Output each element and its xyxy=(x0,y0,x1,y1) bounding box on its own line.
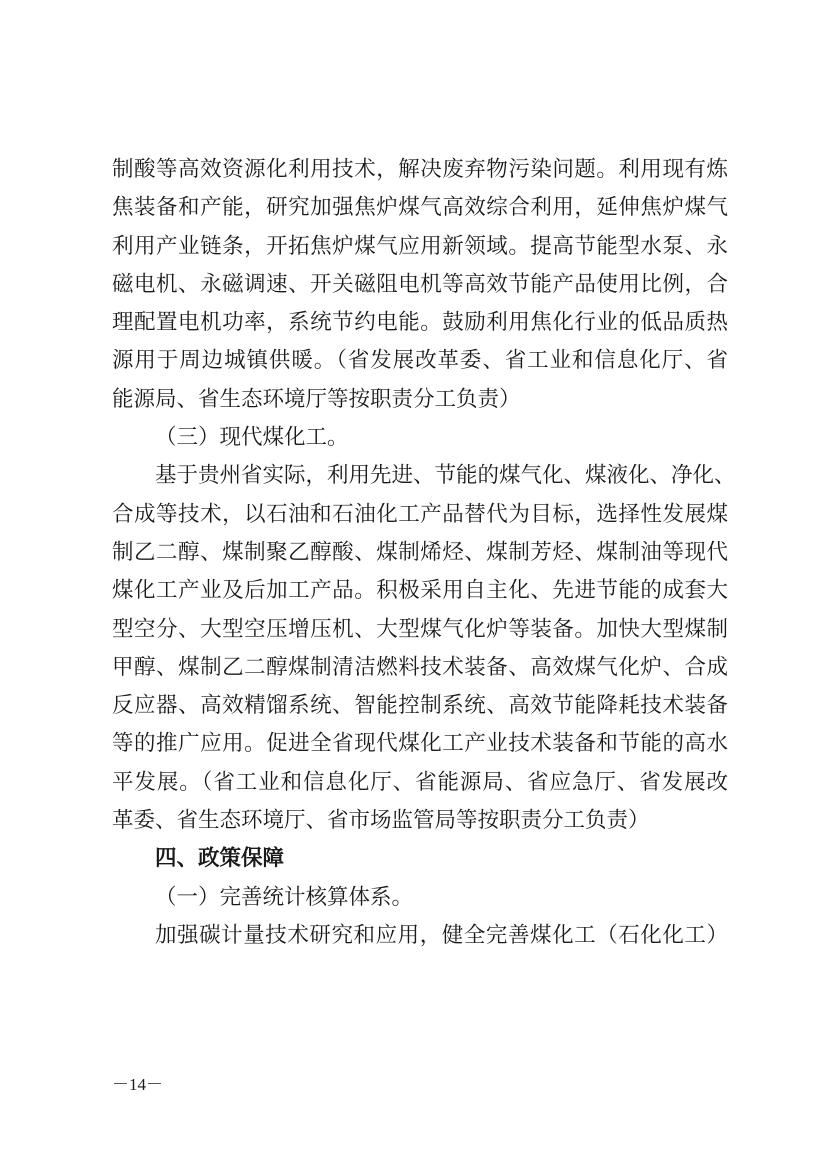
paragraph-line: 理配置电机功率，系统节约电能。鼓励利用焦化行业的低品质热 xyxy=(112,310,728,336)
paragraph-line: 合成等技术，以石油和石油化工产品替代为目标，选择性发展煤 xyxy=(112,501,728,527)
paragraph-line: 甲醇、煤制乙二醇煤制清洁燃料技术装备、高效煤气化炉、合成 xyxy=(112,654,728,680)
paragraph-line: 焦装备和产能，研究加强焦炉煤气高效综合利用，延伸焦炉煤气 xyxy=(112,195,728,221)
body-text xyxy=(112,151,736,955)
subsection-heading: （一）完善统计核算体系。 xyxy=(155,884,414,910)
subsection-heading: （三）现代煤化工。 xyxy=(155,425,349,451)
page-number: －14－ xyxy=(112,1075,163,1094)
paragraph-line: 源用于周边城镇供暖。（省发展改革委、省工业和信息化厅、省 xyxy=(112,348,728,374)
paragraph-line: 革委、省生态环境厅、省市场监管局等按职责分工负责） xyxy=(112,808,650,834)
paragraph-line: 平发展。（省工业和信息化厅、省能源局、省应急厅、省发展改 xyxy=(112,769,728,795)
paragraph-line: 制酸等高效资源化利用技术，解决废弃物污染问题。利用现有炼 xyxy=(112,157,728,182)
paragraph-line: 型空分、大型空压增压机、大型煤气化炉等装备。加快大型煤制 xyxy=(112,616,728,642)
paragraph-line: 磁电机、永磁调速、开关磁阻电机等高效节能产品使用比例，合 xyxy=(112,271,728,297)
paragraph-line: 加强碳计量技术研究和应用，健全完善煤化工（石化化工） xyxy=(155,922,728,948)
section-heading: 四、政策保障 xyxy=(155,846,285,872)
paragraph-line: 能源局、省生态环境厅等按职责分工负责） xyxy=(112,386,521,412)
paragraph-line: 基于贵州省实际，利用先进、节能的煤气化、煤液化、净化、 xyxy=(155,463,736,489)
paragraph-line: 反应器、高效精馏系统、智能控制系统、高效节能降耗技术装备 xyxy=(112,693,728,719)
paragraph-line: 利用产业链条，开拓焦炉煤气应用新领域。提高节能型水泵、永 xyxy=(112,233,728,259)
paragraph-line: 等的推广应用。促进全省现代煤化工产业技术装备和节能的高水 xyxy=(112,731,728,757)
paragraph-line: 煤化工产业及后加工产品。积极采用自主化、先进节能的成套大 xyxy=(112,578,728,604)
paragraph-line: 制乙二醇、煤制聚乙醇酸、煤制烯烃、煤制芳烃、煤制油等现代 xyxy=(112,539,728,565)
